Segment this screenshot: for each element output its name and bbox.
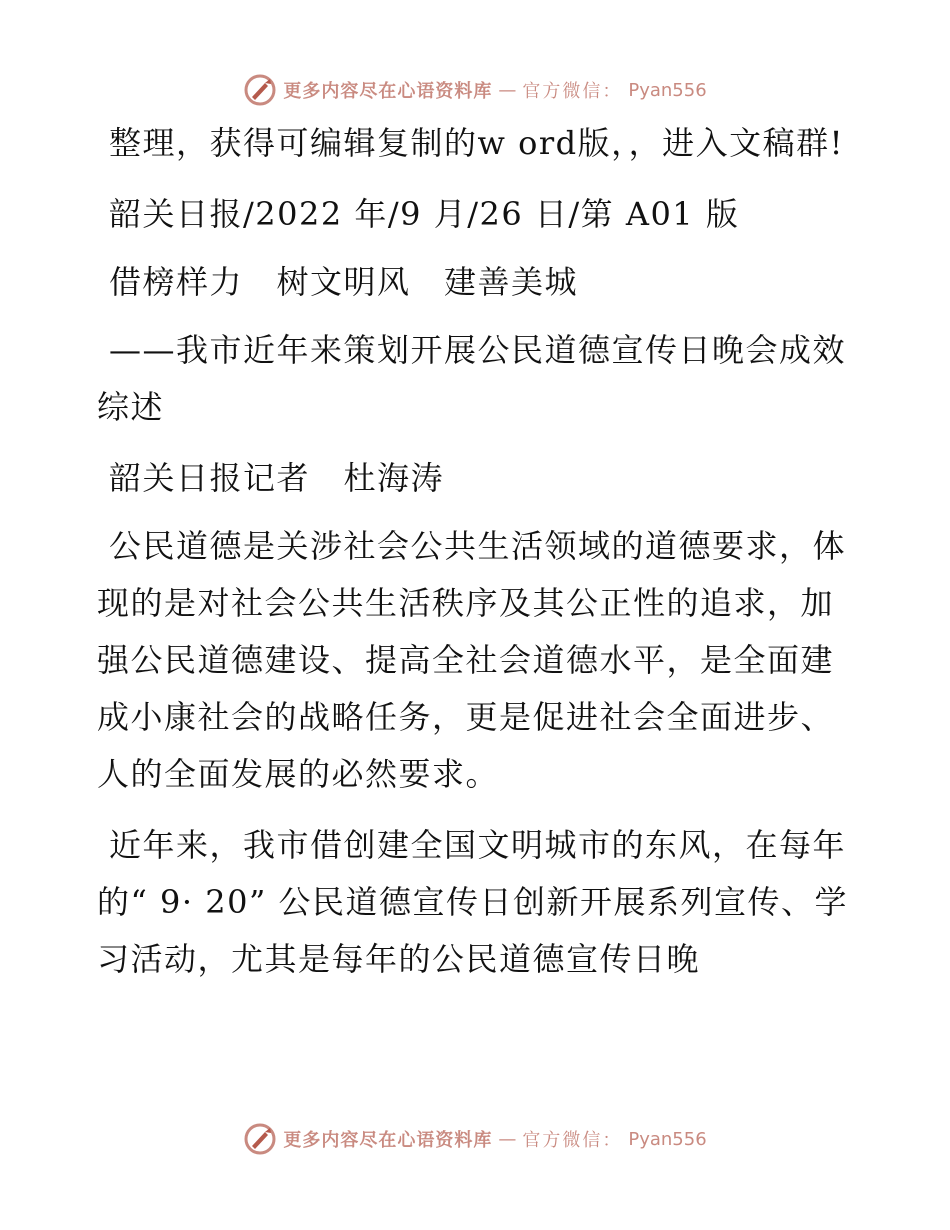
banner-wechat-id: Pyan556 — [628, 1128, 707, 1150]
banner-wechat-label: 官方微信： — [522, 81, 623, 102]
paragraph-source: 韶关日报/2022 年/9 月/26 日/第 A01 版 — [109, 195, 740, 233]
paragraph-body-2: 近年来，我市借创建全国文明城市的东风，在每年的“ 9· 20” 公民道德宣传日创新开展系列宣传、学习活动，尤其是每年的公民道德宣传日晚 — [97, 826, 848, 978]
banner-wechat-id: Pyan556 — [628, 79, 707, 101]
banner-text: 更多内容尽在心语资料库 — [283, 1130, 493, 1151]
article-byline: 韶关日报记者 杜海涛 — [109, 459, 445, 497]
article-subtitle: ——我市近年来策划开展公民道德宣传日晚会成效综述 — [97, 331, 847, 426]
banner-wechat-label: 官方微信： — [522, 1130, 623, 1151]
logo-icon — [243, 73, 277, 107]
footer-banner — [0, 1119, 950, 1159]
paragraph-body-1: 公民道德是关涉社会公共生活领域的道德要求，体现的是对社会公共生活秩序及其公正性的追求，加强公民道德建设、提高全社会道德水平，是全面建成小康社会的战略任务，更是促进社会全面进步、人的全面发展的必然要求。 — [97, 527, 847, 793]
document-body — [97, 115, 857, 999]
banner-dash: — — [498, 79, 517, 101]
banner-dash: — — [498, 1128, 517, 1150]
article-title: 借榜样力 树文明风 建善美城 — [109, 263, 579, 301]
header-banner — [0, 70, 950, 110]
paragraph-intro: 整理，获得可编辑复制的w ord版，，进入文稿群! — [109, 124, 844, 162]
banner-text: 更多内容尽在心语资料库 — [283, 81, 493, 102]
logo-icon — [243, 1122, 277, 1156]
